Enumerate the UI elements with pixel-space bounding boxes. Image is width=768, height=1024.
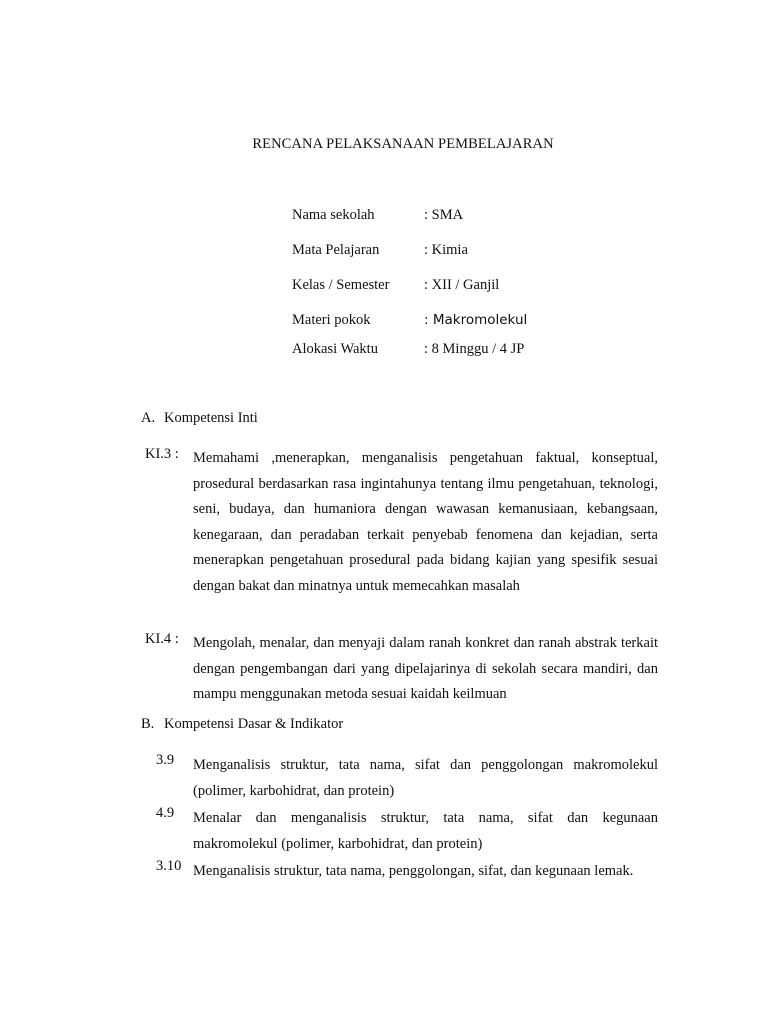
info-value: : Kimia	[424, 242, 468, 258]
info-value: : Makromolekul	[424, 312, 528, 328]
kd-text: Menganalisis struktur, tata nama, penggolongan, sifat, dan kegunaan lemak.	[193, 863, 634, 879]
section-title: Kompetensi Inti	[164, 410, 258, 426]
ki-text: Memahami ,menerapkan, menganalisis pengetahuan faktual, konseptual, prosedural berdasarkan rasa ingintahunya tentang ilmu pengetahuan, teknologi, seni, budaya, dan humaniora dengan wawasan kemanusiaan, kebangsaan, kenegaraan, dan peradaban terkait penyebab fenomena dan kejadian, serta menerapkan pengetahuan prosedural pada bidang kajian yang spesifik sesuai dengan bakat dan minatnya untuk memecahkan masalah	[193, 450, 658, 594]
ki-text: Mengolah, menalar, dan menyaji dalam ranah konkret dan ranah abstrak terkait dengan pengembangan dari yang dipelajarinya di sekolah secara mandiri, dan mampu menggunakan metoda sesuai kaidah keilmuan	[193, 635, 658, 703]
info-row-class-semester	[292, 277, 652, 297]
document-title: RENCANA PELAKSANAAN PEMBELAJARAN	[252, 136, 554, 152]
ki-label: KI.3 :	[145, 446, 179, 462]
section-b-heading	[141, 716, 343, 733]
kd-number: 4.9	[156, 805, 175, 821]
kd-number: 3.10	[156, 858, 182, 874]
info-row-time-allocation	[292, 341, 652, 361]
info-label: Alokasi Waktu	[292, 341, 378, 357]
info-label: Mata Pelajaran	[292, 242, 380, 258]
info-row-school	[292, 207, 652, 227]
info-value: : XII / Ganjil	[424, 277, 500, 293]
info-value: : SMA	[424, 207, 464, 223]
info-row-subject	[292, 242, 652, 262]
section-title: Kompetensi Dasar & Indikator	[164, 716, 344, 732]
info-row-main-material	[292, 312, 652, 332]
info-label: Materi pokok	[292, 312, 371, 328]
info-label: Kelas / Semester	[292, 277, 390, 293]
info-label: Nama sekolah	[292, 207, 375, 223]
ki-label: KI.4 :	[145, 631, 179, 647]
section-a-heading	[141, 410, 258, 427]
kd-text: Menganalisis struktur, tata nama, sifat dan penggolongan makromolekul (polimer, karbohidrat, dan protein)	[193, 757, 658, 799]
kd-number: 3.9	[156, 752, 175, 768]
info-value: : 8 Minggu / 4 JP	[424, 341, 525, 357]
kd-text: Menalar dan menganalisis struktur, tata nama, sifat dan kegunaan makromolekul (polimer, karbohidrat, dan protein)	[193, 810, 658, 852]
section-letter: B.	[141, 716, 155, 732]
section-letter: A.	[141, 410, 156, 426]
